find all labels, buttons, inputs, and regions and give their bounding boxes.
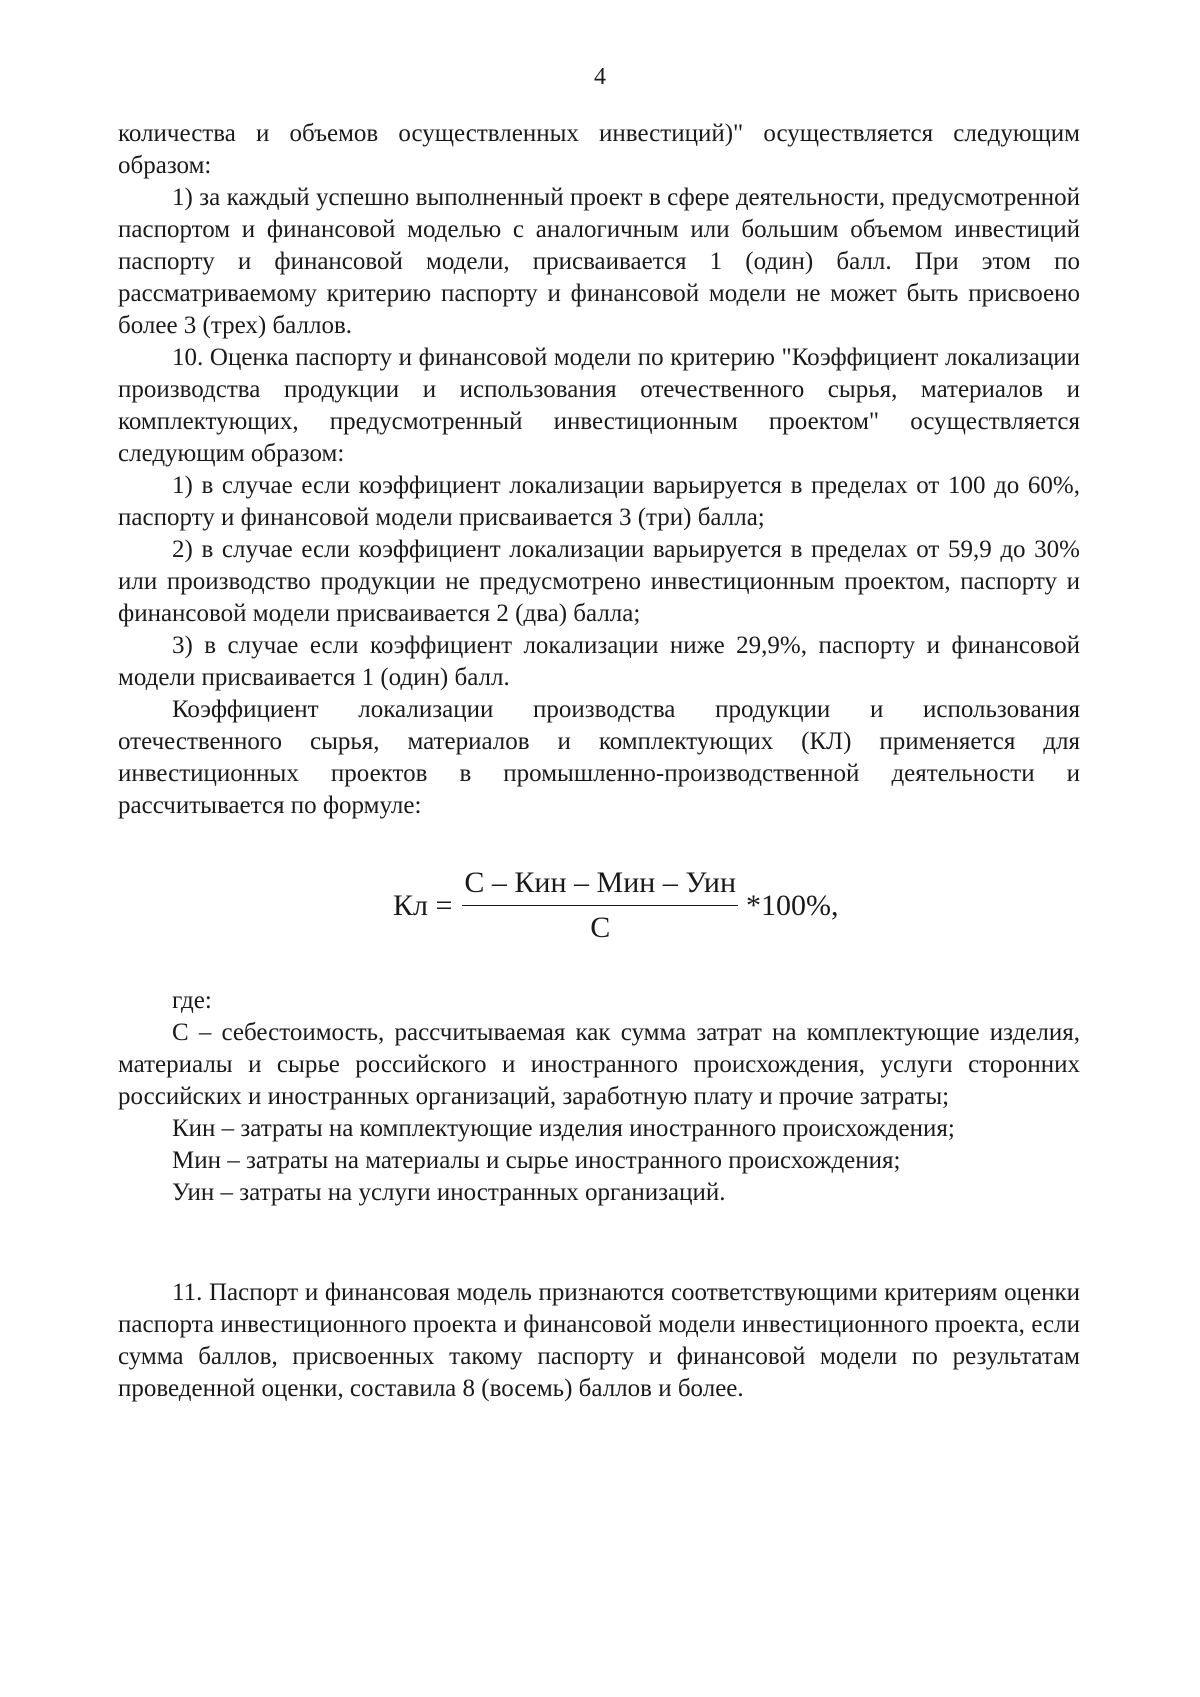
paragraph: 11. Паспорт и финансовая модель признаются соответствующими критериям оценки паспорта инвестиционного проекта и финансовой модели инвестиционного проекта, если сумма баллов, присвоенных такому паспорту и финансовой модели по результатам проведенной оценки, составила 8 (восемь) баллов и более. — [118, 1279, 1080, 1402]
formula-fraction — [462, 865, 738, 946]
paragraph: Мин – затраты на материалы и сырье иностранного происхождения; — [172, 1147, 901, 1174]
formula-denominator: С — [590, 911, 611, 944]
paragraph: количества и объемов осуществленных инвестиций)" осуществляется следующим образом: — [118, 120, 1080, 179]
formula-lhs: Кл = — [393, 888, 453, 922]
formula-tail: *100%, — [746, 888, 839, 922]
text-block-top — [118, 118, 1080, 822]
text-block-final — [118, 1277, 1080, 1405]
paragraph: 2) в случае если коэффициент локализации варьируется в пределах от 59,9 до 30% или производство продукции не предусмотрено инвестиционным проектом, паспорту и финансовой модели присваивается 2 (два) балла; — [118, 536, 1080, 627]
formula-numerator: С – Кин – Мин – Уин — [462, 865, 738, 906]
paragraph: 10. Оценка паспорту и финансовой модели по критерию "Коэффициент локализации производства продукции и использования отечественного сырья, материалов и комплектующих, предусмотренный инвестиционным проектом" осуществляется следующим образом: — [118, 344, 1080, 467]
paragraph: где: — [172, 987, 212, 1014]
paragraph: Уин – затраты на услуги иностранных организаций. — [172, 1179, 726, 1206]
paragraph: С – себестоимость, рассчитываемая как сумма затрат на комплектующие изделия, материалы и сырье российского и иностранного происхождения, услуги сторонних российских и иностранных организаций, заработную плату и прочие затраты; — [118, 1019, 1080, 1110]
paragraph: Коэффициент локализации производства продукции и использования отечественного сырья, материалов и комплектующих (КЛ) применяется для инвестиционных проектов в промышленно-производственной деятельности и рассчитывается по формуле: — [118, 696, 1080, 819]
formula — [393, 865, 839, 946]
paragraph: Кин – затраты на комплектующие изделия иностранного происхождения; — [172, 1115, 955, 1142]
paragraph: 1) за каждый успешно выполненный проект в сфере деятельности, предусмотренной паспортом и финансовой моделью с аналогичным или большим объемом инвестиций паспорту и финансовой модели, присваивается 1 (один) балл. При этом по рассматриваемому критерию паспорту и финансовой модели не может быть присвоено более 3 (трех) баллов. — [118, 184, 1080, 339]
paragraph: 3) в случае если коэффициент локализации ниже 29,9%, паспорту и финансовой модели присваивается 1 (один) балл. — [118, 632, 1080, 691]
page-number: 4 — [594, 64, 606, 90]
text-block-definitions — [118, 985, 1080, 1209]
paragraph: 1) в случае если коэффициент локализации варьируется в пределах от 100 до 60%, паспорту и финансовой модели присваивается 3 (три) балла; — [118, 472, 1080, 531]
